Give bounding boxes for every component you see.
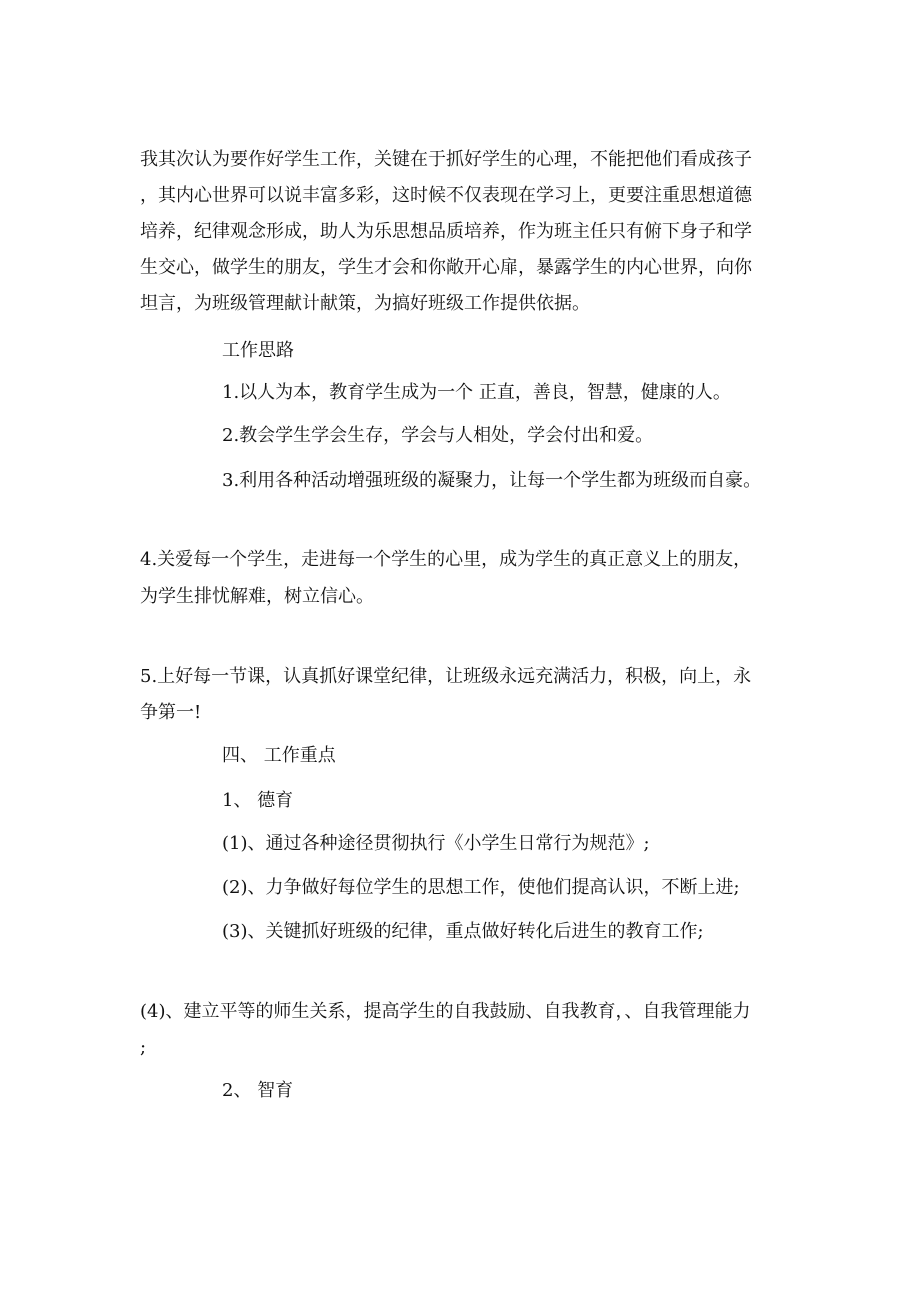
list-item-4-line-1: 4.关爱每一个学生，走进每一个学生的心里，成为学生的真正意义上的朋友， — [140, 549, 752, 570]
moral-item-4-line-1: (4)、建立平等的师生关系，提高学生的自我鼓励、自我教育，、自我管理能力 — [140, 1001, 751, 1022]
moral-item-4-line-2: ; — [140, 1037, 147, 1058]
intro-line-3: 培养，纪律观念形成，助人为乐思想品质培养，作为班主任只有俯下身子和学 — [140, 221, 752, 242]
intro-line-5: 坦言，为班级管理献计献策，为搞好班级工作提供依据。 — [140, 293, 590, 314]
list-item-1: 1.以人为本，教育学生成为一个 正直，善良，智慧，健康的人。 — [222, 382, 731, 403]
heading-moral-education: 1、 德育 — [222, 790, 294, 811]
heading-intellectual-education: 2、 智育 — [222, 1080, 294, 1101]
list-item-4-line-2: 为学生排忧解难，树立信心。 — [140, 586, 374, 607]
moral-item-1: (1)、通过各种途径贯彻执行《小学生日常行为规范》; — [222, 833, 650, 854]
moral-item-3: (3)、关键抓好班级的纪律，重点做好转化后进生的教育工作; — [222, 921, 704, 942]
intro-line-1: 我其次认为要作好学生工作，关键在于抓好学生的心理，不能把他们看成孩子 — [140, 149, 752, 170]
moral-item-2: (2)、力争做好每位学生的思想工作，使他们提高认识，不断上进; — [222, 877, 740, 898]
list-item-5-line-2: 争第一! — [140, 702, 202, 723]
intro-line-4: 生交心，做学生的朋友，学生才会和你敞开心扉，暴露学生的内心世界，向你 — [140, 257, 752, 278]
heading-work-focus: 四、 工作重点 — [222, 745, 336, 766]
intro-line-2: ，其内心世界可以说丰富多彩，这时候不仅表现在学习上，更要注重思想道德 — [140, 185, 752, 206]
heading-work-thinking: 工作思路 — [222, 340, 294, 361]
list-item-2: 2.教会学生学会生存，学会与人相处，学会付出和爱。 — [222, 425, 654, 446]
list-item-3: 3.利用各种活动增强班级的凝聚力，让每一个学生都为班级而自豪。 — [222, 470, 762, 491]
list-item-5-line-1: 5.上好每一节课，认真抓好课堂纪律，让班级永远充满活力，积极，向上，永 — [140, 666, 752, 687]
